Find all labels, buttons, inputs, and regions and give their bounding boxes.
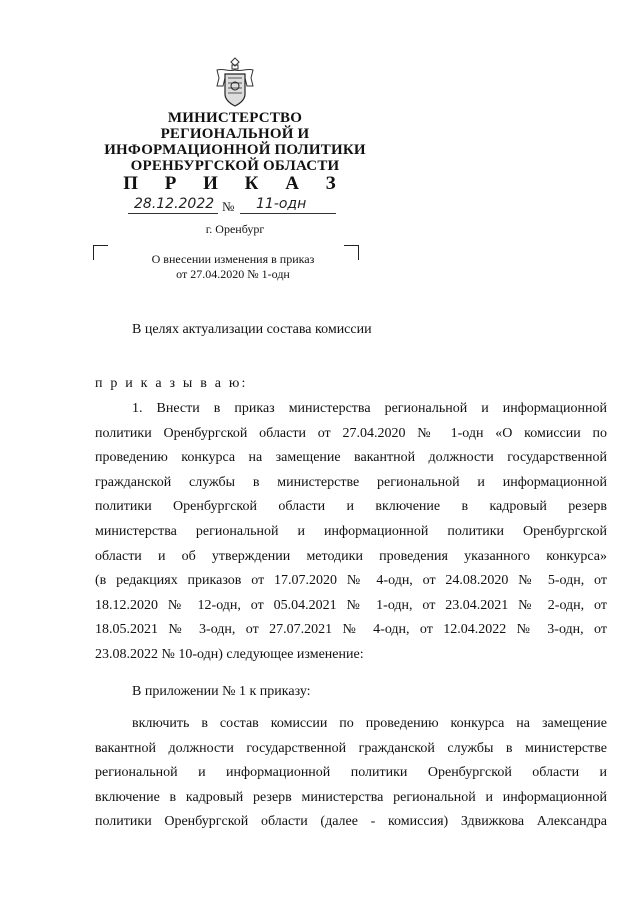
ministry-name	[100, 110, 370, 174]
ministry-name-line: ИНФОРМАЦИОННОЙ ПОЛИТИКИ	[104, 142, 366, 158]
text-line: политики Оренбургской области (далее - комиссия) Здвижкова Александра	[95, 814, 607, 830]
text-line: включение в кадровый резерв министерства региональной и информационной	[95, 789, 607, 805]
subject-line: О внесении изменения в приказ	[151, 252, 315, 266]
text-line: 23.08.2022 № 10-одн) следующее изменение:	[95, 646, 364, 662]
subject-line: от 27.04.2020 № 1-одн	[176, 267, 290, 281]
text-line: 1. Внести в приказ министерства региональной и информационной	[132, 401, 607, 416]
text-line: вакантной должности государственной гражданской службы в министерстве	[95, 740, 607, 756]
order-date: 28.12.2022	[134, 196, 215, 212]
order-number: 11-одн	[256, 196, 307, 212]
ministry-name-line: МИНИСТЕРСТВО	[167, 110, 303, 126]
document-type-title: П Р И К А З	[123, 173, 347, 194]
coat-of-arms-icon	[213, 56, 257, 108]
text-line: политики Оренбургской области и включение в кадровый резерв	[95, 499, 607, 515]
date-number-line	[128, 196, 338, 218]
text-line: включить в состав комиссии по проведению конкурса на замещение	[132, 716, 607, 731]
paragraph-3	[95, 712, 607, 835]
number-label: №	[222, 199, 235, 214]
text-line: министерства региональной и информационной политики Оренбургской	[95, 523, 607, 539]
text-line: гражданской службы в министерстве региональной и информационной	[95, 474, 607, 490]
text-line: политики Оренбургской области от 27.04.2020 № 1-одн «О комиссии по	[95, 425, 607, 441]
city: г. Оренбург	[205, 222, 265, 236]
text-line: 18.05.2021 № 3-одн, от 27.07.2021 № 4-одн, от 12.04.2022 № 3-одн, от	[95, 622, 607, 638]
date-underline	[128, 213, 218, 214]
paragraph-1	[95, 397, 607, 668]
text-line: региональной и информационной политики Оренбургской области и	[95, 765, 607, 781]
text-line: области и об утверждении методики проведения указанного конкурса»	[95, 548, 607, 564]
order-subject	[108, 252, 358, 282]
number-underline	[240, 213, 336, 214]
order-word: п р и к а з ы в а ю:	[95, 376, 248, 391]
ministry-name-line: ОРЕНБУРГСКОЙ ОБЛАСТИ	[130, 158, 340, 174]
text-line: (в редакциях приказов от 17.07.2020 № 4-одн, от 24.08.2020 № 5-одн, от	[95, 573, 607, 589]
text-line: проведению конкурса на замещение вакантной должности государственной	[95, 450, 607, 466]
paragraph-2: В приложении № 1 к приказу:	[132, 684, 311, 699]
ministry-name-line: РЕГИОНАЛЬНОЙ И	[160, 126, 310, 142]
corner-bracket-left	[93, 245, 108, 260]
text-line: 18.12.2020 № 12-одн, от 05.04.2021 № 1-одн, от 23.04.2021 № 2-одн, от	[95, 597, 607, 613]
intro-text: В целях актуализации состава комиссии	[132, 322, 372, 337]
